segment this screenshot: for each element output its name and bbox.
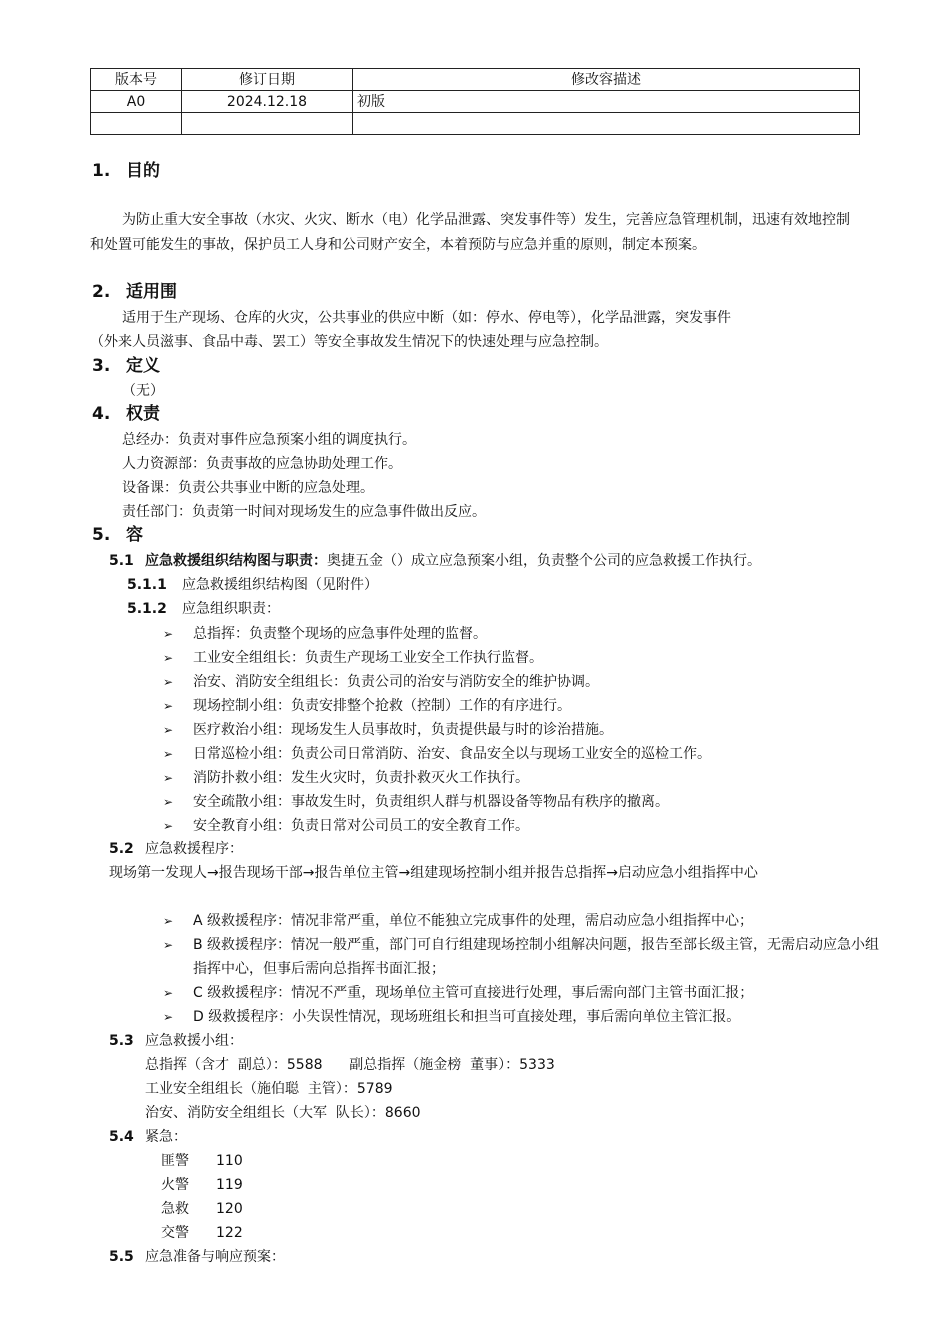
arrow-bullet-icon: ➢ bbox=[163, 795, 174, 809]
rescue-team-line: 总指挥（含才 副总）：5588 副总指挥（施金榜 董事）：5333 bbox=[145, 1057, 555, 1073]
list-item-text: 总指挥：负责整个现场的应急事件处理的监督。 bbox=[193, 626, 487, 642]
section-heading-content bbox=[92, 524, 143, 546]
contact-name: 火警 bbox=[161, 1177, 189, 1193]
table-row bbox=[91, 113, 860, 135]
emergency-contact bbox=[161, 1221, 243, 1245]
emergency-contact bbox=[161, 1149, 243, 1173]
list-item bbox=[163, 909, 753, 933]
contact-number: 119 bbox=[216, 1177, 243, 1193]
contact-name: 匪警 bbox=[161, 1153, 189, 1169]
list-item bbox=[163, 718, 613, 742]
list-item bbox=[163, 622, 487, 646]
section-number: 5. bbox=[92, 525, 111, 545]
scope-text-line2: （外来人员滋事、食品中毒、罢工）等安全事故发生情况下的快速处理与应急控制。 bbox=[90, 334, 608, 350]
list-item-text: 现场控制小组：负责安排整个抢救（控制）工作的有序进行。 bbox=[193, 698, 571, 714]
subsection-5-1 bbox=[109, 549, 761, 573]
list-item bbox=[163, 814, 529, 838]
list-item-text: 治安、消防安全组组长：负责公司的治安与消防安全的维护协调。 bbox=[193, 674, 599, 690]
list-item bbox=[163, 694, 571, 718]
section-title: 容 bbox=[126, 525, 143, 545]
arrow-bullet-icon: ➢ bbox=[163, 723, 174, 737]
rescue-flow: 现场第一发现人→报告现场干部→报告单位主管→组建现场控制小组并报告总指挥→启动应急小组指挥中心 bbox=[109, 865, 758, 881]
list-item-text: A 级救援程序：情况非常严重，单位不能独立完成事件的处理，需启动应急小组指挥中心； bbox=[193, 913, 754, 929]
section-heading-purpose bbox=[92, 160, 160, 182]
section-number: 2. bbox=[92, 282, 111, 302]
list-item-text: 安全疏散小组：事故发生时，负责组织人群与机器设备等物品有秩序的撤离。 bbox=[193, 794, 669, 810]
subsection-number: 5.5 bbox=[109, 1249, 134, 1265]
list-item-text: 日常巡检小组：负责公司日常消防、治安、食品安全以与现场工业安全的巡检工作。 bbox=[193, 746, 711, 762]
subsection-text: 应急救援组织结构图（见附件） bbox=[182, 577, 378, 593]
subsection-number: 5.1.1 bbox=[127, 577, 167, 593]
header-description: 修改容描述 bbox=[353, 69, 860, 91]
arrow-bullet-icon: ➢ bbox=[163, 651, 174, 665]
contact-name: 急救 bbox=[161, 1201, 189, 1217]
list-item bbox=[163, 670, 599, 694]
responsibility-item: 人力资源部：负责事故的应急协助处理工作。 bbox=[122, 456, 402, 472]
contact-number: 110 bbox=[216, 1153, 243, 1169]
section-heading-scope bbox=[92, 281, 177, 303]
arrow-bullet-icon: ➢ bbox=[163, 938, 174, 952]
subsection-number: 5.1.2 bbox=[127, 601, 167, 617]
cell-description bbox=[353, 113, 860, 135]
cell-description: 初版 bbox=[353, 91, 860, 113]
subsection-number: 5.1 bbox=[109, 553, 134, 569]
list-item bbox=[163, 790, 669, 814]
contact-number: 120 bbox=[216, 1201, 243, 1217]
subsection-5-2 bbox=[109, 837, 243, 861]
header-version: 版本号 bbox=[91, 69, 182, 91]
subsection-5-1-1 bbox=[127, 573, 378, 597]
cell-version: A0 bbox=[91, 91, 182, 113]
table-row bbox=[91, 91, 860, 113]
section-heading-definition bbox=[92, 355, 160, 377]
list-item-text: 工业安全组组长：负责生产现场工业安全工作执行监督。 bbox=[193, 650, 543, 666]
header-date: 修订日期 bbox=[182, 69, 353, 91]
section-number: 4. bbox=[92, 404, 111, 424]
emergency-contact bbox=[161, 1173, 243, 1197]
section-title: 定义 bbox=[126, 356, 160, 376]
subsection-text: 应急准备与响应预案： bbox=[145, 1249, 285, 1265]
subsection-text: 应急组织职责： bbox=[182, 601, 280, 617]
subsection-text: 奥捷五金（）成立应急预案小组，负责整个公司的应急救援工作执行。 bbox=[327, 553, 761, 569]
list-item-text: 安全教育小组：负责日常对公司员工的安全教育工作。 bbox=[193, 818, 529, 834]
rescue-team-line: 治安、消防安全组组长（大军 队长）：8660 bbox=[145, 1105, 421, 1121]
emergency-contact bbox=[161, 1197, 243, 1221]
responsibility-item: 责任部门：负责第一时间对现场发生的应急事件做出反应。 bbox=[122, 504, 486, 520]
arrow-bullet-icon: ➢ bbox=[163, 675, 174, 689]
list-item bbox=[163, 981, 753, 1005]
scope-text-line1: 适用于生产现场、仓库的火灾，公共事业的供应中断（如：停水、停电等），化学品泄露，突发事件 bbox=[122, 310, 731, 326]
arrow-bullet-icon: ➢ bbox=[163, 914, 174, 928]
arrow-bullet-icon: ➢ bbox=[163, 771, 174, 785]
list-item-text: B 级救援程序：情况一般严重，部门可自行组建现场控制小组解决问题，报告至部长级主管，无需启动应急小组指挥中心，但事后需向总指挥书面汇报； bbox=[193, 937, 880, 977]
section-title: 权责 bbox=[126, 404, 160, 424]
arrow-bullet-icon: ➢ bbox=[163, 819, 174, 833]
list-item-text: C 级救援程序：情况不严重，现场单位主管可直接进行处理，事后需向部门主管书面汇报； bbox=[193, 985, 754, 1001]
list-item bbox=[163, 646, 543, 670]
cell-date: 2024.12.18 bbox=[182, 91, 353, 113]
contact-number: 122 bbox=[216, 1225, 243, 1241]
arrow-bullet-icon: ➢ bbox=[163, 699, 174, 713]
section-number: 1. bbox=[92, 161, 111, 181]
contact-name: 交警 bbox=[161, 1225, 189, 1241]
responsibility-item: 设备课：负责公共事业中断的应急处理。 bbox=[122, 480, 374, 496]
list-item-text: 消防扑救小组：发生火灾时，负责扑救灭火工作执行。 bbox=[193, 770, 529, 786]
section-title: 目的 bbox=[126, 161, 160, 181]
subsection-text: 应急救援程序： bbox=[145, 841, 243, 857]
revision-table bbox=[90, 68, 860, 135]
list-item bbox=[163, 742, 711, 766]
cell-date bbox=[182, 113, 353, 135]
definition-text: （无） bbox=[122, 383, 164, 399]
list-item bbox=[163, 1005, 740, 1029]
arrow-bullet-icon: ➢ bbox=[163, 1010, 174, 1024]
arrow-bullet-icon: ➢ bbox=[163, 986, 174, 1000]
revision-table-header bbox=[91, 69, 860, 91]
subsection-text: 紧急： bbox=[145, 1129, 187, 1145]
list-item-text: D 级救援程序：小失误性情况，现场班组长和担当可直接处理，事后需向单位主管汇报。 bbox=[193, 1009, 741, 1025]
section-heading-responsibility bbox=[92, 403, 160, 425]
subsection-5-5 bbox=[109, 1245, 285, 1269]
rescue-team-line: 工业安全组组长（施伯聪 主管）：5789 bbox=[145, 1081, 393, 1097]
arrow-bullet-icon: ➢ bbox=[163, 747, 174, 761]
subsection-number: 5.2 bbox=[109, 841, 134, 857]
arrow-bullet-icon: ➢ bbox=[163, 627, 174, 641]
subsection-5-4 bbox=[109, 1125, 187, 1149]
purpose-text: 为防止重大安全事故（水灾、火灾、断水（电）化学品泄露、突发事件等）发生，完善应急管理机制，迅速有效地控制和处置可能发生的事故，保护员工人身和公司财产安全，本着预防与应急并重的原则，制定本预案。 bbox=[90, 212, 850, 253]
subsection-number: 5.3 bbox=[109, 1033, 134, 1049]
list-item bbox=[163, 933, 893, 981]
section-number: 3. bbox=[92, 356, 111, 376]
cell-version bbox=[91, 113, 182, 135]
list-item bbox=[163, 766, 529, 790]
subsection-label: 应急救援组织结构图与职责： bbox=[145, 553, 327, 569]
subsection-text: 应急救援小组： bbox=[145, 1033, 243, 1049]
subsection-5-3 bbox=[109, 1029, 243, 1053]
list-item-text: 医疗救治小组：现场发生人员事故时，负责提供最与时的诊治措施。 bbox=[193, 722, 613, 738]
section-title: 适用围 bbox=[126, 282, 177, 302]
subsection-5-1-2 bbox=[127, 597, 280, 621]
responsibility-item: 总经办：负责对事件应急预案小组的调度执行。 bbox=[122, 432, 416, 448]
subsection-number: 5.4 bbox=[109, 1129, 134, 1145]
